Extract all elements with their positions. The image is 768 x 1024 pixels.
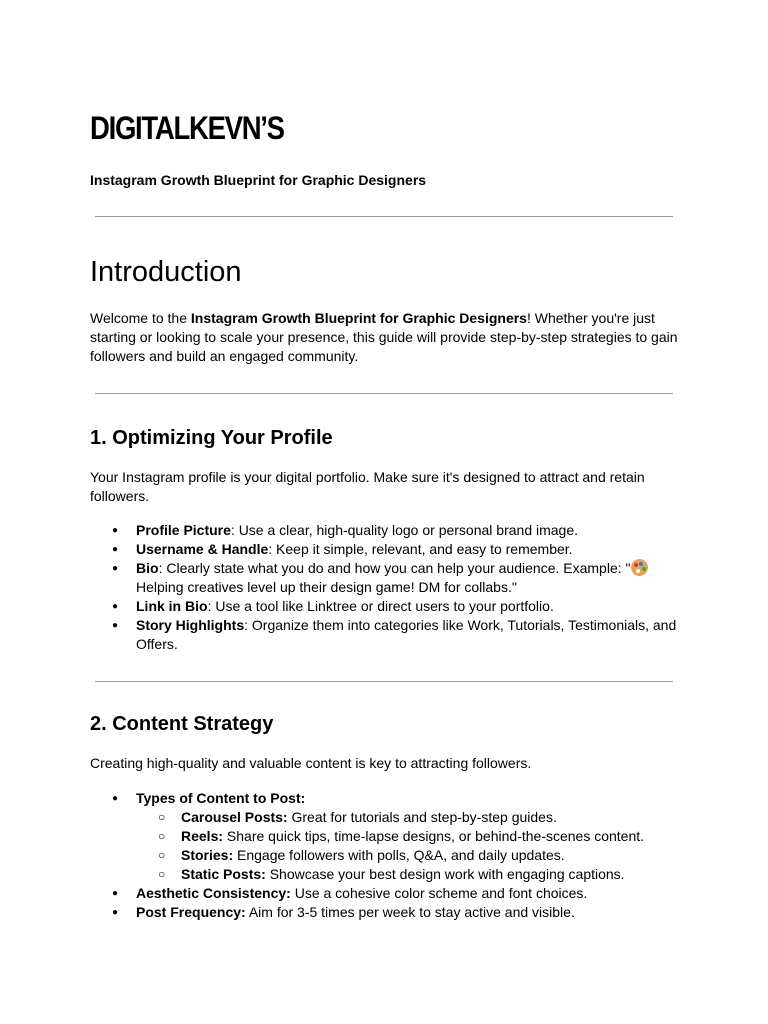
list-item <box>90 903 680 922</box>
list-item <box>90 559 680 597</box>
sublist-item <box>136 865 680 884</box>
sublist-item-text: Share quick tips, time-lapse designs, or behind-the-scenes content. <box>223 828 645 844</box>
list-item <box>90 789 680 884</box>
sublist-item-text: Great for tutorials and step-by-step guides. <box>287 809 557 825</box>
artist-palette-icon <box>631 559 648 576</box>
list-item-term: Aesthetic Consistency: <box>136 885 291 901</box>
list-item-text: : Use a tool like Linktree or direct users to your portfolio. <box>207 598 554 614</box>
content-types-sublist <box>136 808 680 884</box>
document-subtitle: Instagram Growth Blueprint for Graphic Designers <box>90 172 427 188</box>
section2-heading: 2. Content Strategy <box>90 713 274 735</box>
list-item <box>90 616 680 654</box>
section1-list <box>90 521 680 654</box>
divider <box>95 216 673 217</box>
sublist-item-term: Static Posts: <box>181 866 266 882</box>
sublist-item-term: Stories: <box>181 847 234 863</box>
list-item <box>90 884 680 903</box>
list-item-text: Helping creatives level up their design game! DM for collabs." <box>136 579 517 595</box>
divider <box>95 393 673 394</box>
list-item-term: Post Frequency: <box>136 904 246 920</box>
list-item-text: : Clearly state what you do and how you can help your audience. Example: " <box>158 560 631 576</box>
list-item-term: Bio <box>136 560 159 576</box>
list-item-text: : Organize them into categories like Work, Tutorials, Testimonials, and Offers. <box>136 617 677 652</box>
section1-paragraph: Your Instagram profile is your digital portfolio. Make sure it's designed to attract and retain followers. <box>90 469 645 504</box>
list-item-term: Types of Content to Post: <box>136 790 306 806</box>
list-item <box>90 540 680 559</box>
section1-heading: 1. Optimizing Your Profile <box>90 427 333 449</box>
sublist-item <box>136 827 680 846</box>
sublist-item <box>136 808 680 827</box>
brand-title: DIGITALKEVN’S <box>90 110 284 146</box>
section2-list <box>90 789 680 922</box>
list-item-term: Username & Handle <box>136 541 269 557</box>
intro-text-bold: Instagram Growth Blueprint for Graphic Designers <box>190 310 527 326</box>
sublist-item-text: Engage followers with polls, Q&A, and daily updates. <box>233 847 565 863</box>
list-item-text: : Keep it simple, relevant, and easy to remember. <box>268 541 573 557</box>
intro-heading: Introduction <box>90 256 242 288</box>
list-item <box>90 597 680 616</box>
divider <box>95 681 673 682</box>
intro-paragraph <box>90 309 690 366</box>
intro-text-b: ! Whether you're just starting or looking to scale your presence, this guide will provide step-by-step strategies to gain followers and build an engaged community. <box>90 310 678 364</box>
list-item-term: Story Highlights <box>136 617 245 633</box>
list-item-term: Profile Picture <box>136 522 231 538</box>
list-item <box>90 521 680 540</box>
list-item-term: Link in Bio <box>136 598 208 614</box>
list-item-text: Aim for 3-5 times per week to stay active and visible. <box>245 904 575 920</box>
list-item-text: : Use a clear, high-quality logo or personal brand image. <box>230 522 579 538</box>
list-item-text: Use a cohesive color scheme and font choices. <box>290 885 588 901</box>
sublist-item-term: Carousel Posts: <box>181 809 288 825</box>
sublist-item-text: Showcase your best design work with engaging captions. <box>265 866 625 882</box>
intro-text-a: Welcome to the <box>90 310 191 326</box>
sublist-item-term: Reels: <box>181 828 224 844</box>
section2-paragraph: Creating high-quality and valuable content is key to attracting followers. <box>90 755 532 771</box>
sublist-item <box>136 846 680 865</box>
